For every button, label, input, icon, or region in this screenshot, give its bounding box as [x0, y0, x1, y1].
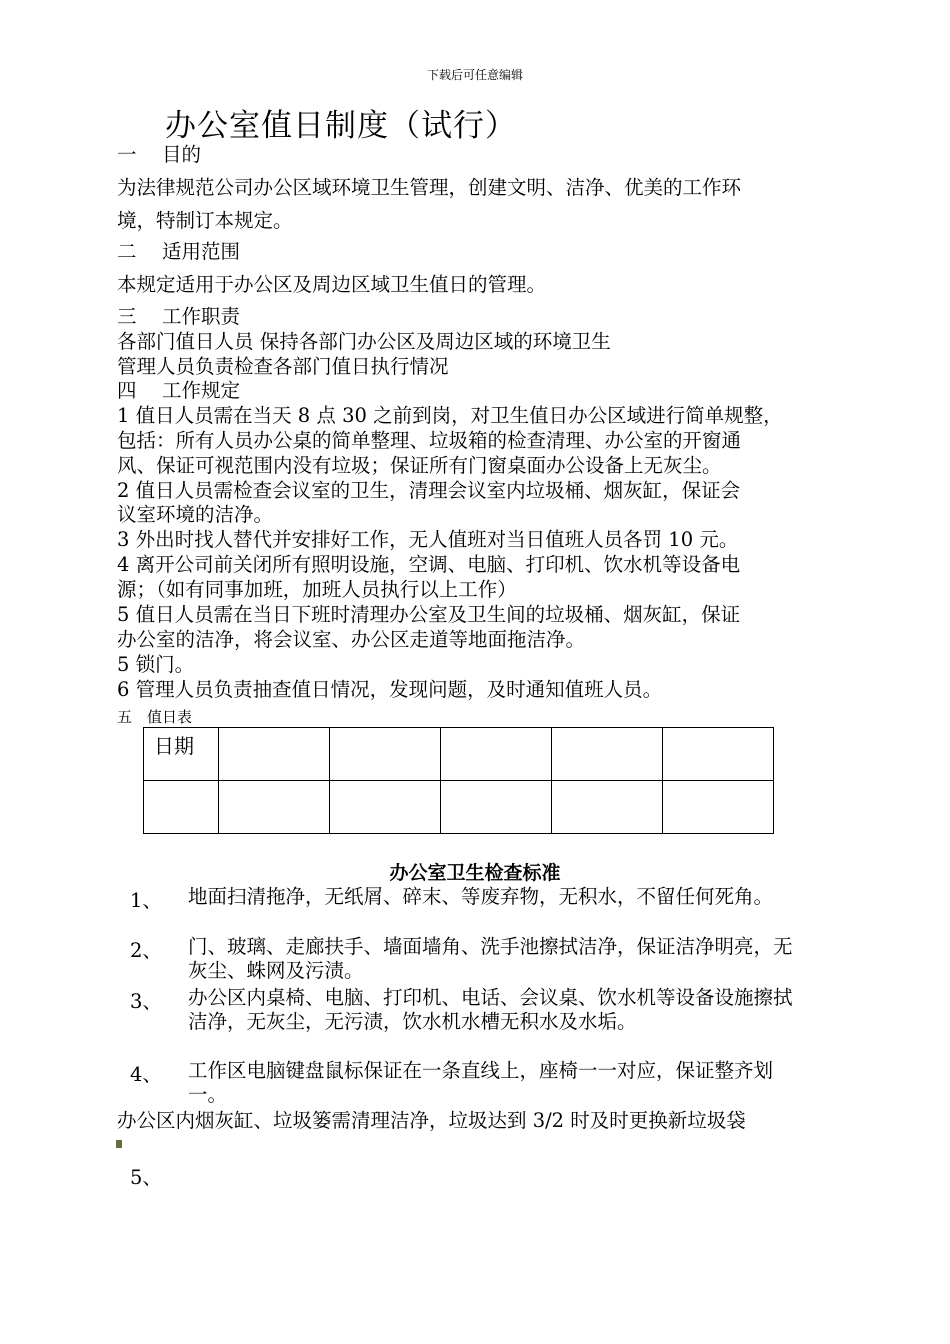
date-header-cell [144, 728, 219, 781]
section-1-title: 目的 [162, 143, 202, 166]
rule-line-10: 办公室的洁净，将会议室、办公区走道等地面拖洁净。 [117, 628, 586, 651]
rule-line-2: 包括：所有人员办公桌的简单整理、垃圾箱的检查清理、办公室的开窗通 [117, 429, 742, 452]
section-4-heading [117, 379, 240, 403]
standard-2-number: 2、 [130, 939, 162, 962]
table-cell [441, 781, 552, 834]
standards-extra-line: 办公区内烟灰缸、垃圾篓需清理洁净，垃圾达到 3/2 时及时更换新垃圾袋 [117, 1109, 746, 1132]
section-3-number: 三 [117, 305, 137, 328]
watermark-text: 下载后可任意编辑 [426, 68, 523, 82]
standard-1-text: 地面扫清拖净，无纸屑、碎末、等废弃物，无积水，不留任何死角。 [188, 885, 774, 908]
rule-line-8: 源；（如有同事加班，加班人员执行以上工作） [117, 578, 517, 601]
section-3-heading [117, 305, 240, 329]
table-cell [552, 728, 663, 781]
standard-4-text: 工作区电脑键盘鼠标保证在一条直线上，座椅一一对应，保证整齐划一。 [188, 1059, 774, 1106]
standard-3-text: 办公区内桌椅、电脑、打印机、电话、会议桌、饮水机等设备设施擦拭洁净，无灰尘，无污渍，饮水机水槽无积水及水垢。 [188, 986, 793, 1033]
section-2-heading [117, 240, 240, 264]
standard-1-number: 1、 [130, 889, 162, 912]
section-2-title: 适用范围 [162, 240, 241, 263]
table-cell [441, 728, 552, 781]
rule-line-9: 5 值日人员需在当日下班时清理办公室及卫生间的垃圾桶、烟灰缸，保证 [117, 603, 741, 626]
table-cell [144, 781, 219, 834]
standard-5-number: 5、 [130, 1166, 162, 1189]
bullet-mark [116, 1140, 122, 1148]
section-1-number: 一 [117, 143, 137, 166]
rule-line-4: 2 值日人员需检查会议室的卫生，清理会议室内垃圾桶、烟灰缸，保证会 [117, 479, 741, 502]
section-1-heading [117, 143, 201, 167]
table-cell [330, 781, 441, 834]
rule-line-11: 5 锁门。 [117, 653, 195, 676]
table-cell [663, 781, 774, 834]
rule-line-3: 风、保证可视范围内没有垃圾；保证所有门窗桌面办公设备上无灰尘。 [117, 454, 722, 477]
standards-title: 办公室卫生检查标准 [389, 862, 561, 884]
section-2-line-1: 本规定适用于办公区及周边区域卫生值日的管理。 [117, 273, 547, 296]
section-3-title: 工作职责 [162, 305, 241, 328]
rule-line-6: 3 外出时找人替代并安排好工作，无人值班对当日值班人员各罚 10 元。 [117, 528, 739, 551]
rule-line-7: 4 离开公司前关闭所有照明设施，空调、电脑、打印机、饮水机等设备电 [117, 553, 741, 576]
date-label: 日期 [154, 734, 194, 758]
table-cell [330, 728, 441, 781]
table-cell [219, 781, 330, 834]
rule-line-5: 议室环境的洁净。 [117, 503, 274, 526]
standard-2-text: 门、玻璃、走廊扶手、墙面墙角、洗手池擦拭洁净，保证洁净明亮，无灰尘、蛛网及污渍。 [188, 935, 793, 982]
section-5-number: 五 [117, 708, 133, 726]
section-4-title: 工作规定 [162, 379, 241, 402]
section-1-line-1: 为法律规范公司办公区域环境卫生管理，创建文明、洁净、优美的工作环 [117, 176, 742, 199]
duty-schedule-table [143, 727, 774, 834]
page-title: 办公室值日制度（试行） [165, 108, 517, 144]
section-4-number: 四 [117, 379, 137, 402]
section-5-title: 值日表 [147, 708, 193, 726]
rule-line-12: 6 管理人员负责抽查值日情况，发现问题，及时通知值班人员。 [117, 678, 663, 701]
table-cell [552, 781, 663, 834]
table-row [144, 781, 774, 834]
table-row [144, 728, 774, 781]
rule-line-1: 1 值日人员需在当天 8 点 30 之前到岗，对卫生值日办公区域进行简单规整， [117, 404, 783, 427]
standard-3-number: 3、 [130, 990, 162, 1013]
section-3-line-1: 各部门值日人员 保持各部门办公区及周边区域的环境卫生 [117, 330, 611, 353]
section-5-heading [117, 706, 192, 727]
table-cell [219, 728, 330, 781]
table-cell [663, 728, 774, 781]
section-2-number: 二 [117, 240, 137, 263]
section-3-line-2: 管理人员负责检查各部门值日执行情况 [117, 355, 449, 378]
standard-4-number: 4、 [130, 1063, 162, 1086]
section-1-line-2: 境，特制订本规定。 [117, 209, 293, 232]
